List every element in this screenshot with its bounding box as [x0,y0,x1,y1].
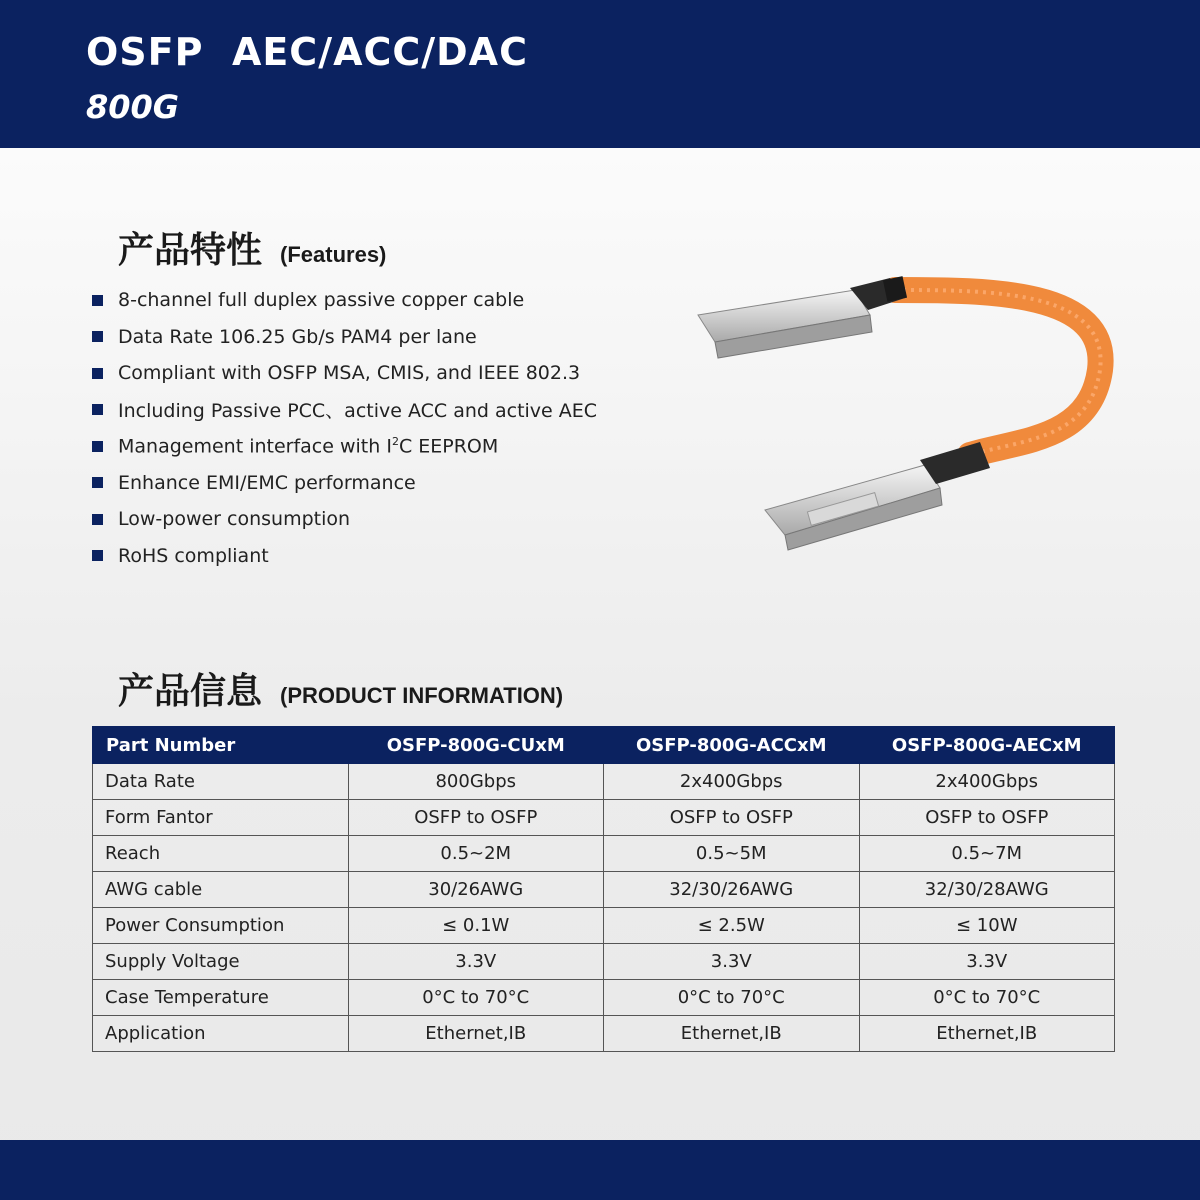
footer-banner [0,1140,1200,1200]
row-label: Data Rate [93,764,349,800]
table-cell: 800Gbps [348,764,604,800]
product-info-heading-cn: 产品信息 [118,671,263,712]
feature-text: Management interface with $I^2C$ EEPROM [118,435,499,458]
feature-item [92,392,597,429]
square-bullet-icon [92,550,103,561]
page-title: OSFP AEC/ACC/DAC [86,30,528,74]
table-row [93,836,1115,872]
table-cell: 32/30/28AWG [859,872,1115,908]
cable-product-image [690,270,1120,560]
table-cell: 2x400Gbps [604,764,860,800]
square-bullet-icon [92,295,103,306]
row-label: Application [93,1016,349,1052]
header-banner [0,0,1200,148]
features-heading-en: (Features) [280,242,387,267]
table-cell: ≤ 2.5W [604,908,860,944]
row-label: Supply Voltage [93,944,349,980]
table-row [93,908,1115,944]
table-cell: 3.3V [859,944,1115,980]
column-header: Part Number [93,727,349,764]
table-row [93,764,1115,800]
table-cell: Ethernet,IB [604,1016,860,1052]
top-connector [698,276,907,358]
feature-text: RoHS compliant [118,544,269,567]
column-header: OSFP-800G-AECxM [859,727,1115,764]
table-cell: 0°C to 70°C [348,980,604,1016]
features-heading [118,222,386,273]
table-cell: ≤ 10W [859,908,1115,944]
table-row [93,1016,1115,1052]
table-row [93,944,1115,980]
feature-item [92,355,597,392]
table-cell: OSFP to OSFP [604,800,860,836]
feature-item [92,428,597,465]
feature-text: Compliant with OSFP MSA, CMIS, and IEEE 802.3 [118,362,581,385]
square-bullet-icon [92,514,103,525]
feature-item [92,319,597,356]
row-label: Reach [93,836,349,872]
feature-item [92,282,597,319]
product-info-heading-en: (PRODUCT INFORMATION) [280,683,564,708]
row-label: AWG cable [93,872,349,908]
square-bullet-icon [92,404,103,415]
table-cell: 2x400Gbps [859,764,1115,800]
table-cell: 0.5~2M [348,836,604,872]
table-row [93,800,1115,836]
feature-text: 8-channel full duplex passive copper cable [118,289,525,312]
row-label: Power Consumption [93,908,349,944]
table-row [93,980,1115,1016]
table-cell: 32/30/26AWG [604,872,860,908]
table-cell: OSFP to OSFP [348,800,604,836]
row-label: Form Fantor [93,800,349,836]
table-header-row [93,727,1115,764]
feature-text: Data Rate 106.25 Gb/s PAM4 per lane [118,325,477,348]
page-subtitle: 800G [86,88,180,126]
table-cell: Ethernet,IB [348,1016,604,1052]
product-info-table [92,726,1115,1052]
table-cell: ≤ 0.1W [348,908,604,944]
table-cell: 0°C to 70°C [859,980,1115,1016]
column-header: OSFP-800G-CUxM [348,727,604,764]
feature-item [92,538,597,575]
table-cell: 3.3V [604,944,860,980]
feature-item [92,501,597,538]
table-cell: 0.5~7M [859,836,1115,872]
feature-text: Low-power consumption [118,508,351,531]
bottom-connector [765,442,990,550]
square-bullet-icon [92,441,103,452]
square-bullet-icon [92,368,103,379]
table-cell: 0°C to 70°C [604,980,860,1016]
table-cell: 30/26AWG [348,872,604,908]
feature-text: Enhance EMI/EMC performance [118,471,416,494]
table-cell: Ethernet,IB [859,1016,1115,1052]
product-info-heading [118,663,563,714]
feature-item [92,465,597,502]
square-bullet-icon [92,477,103,488]
table-cell: 3.3V [348,944,604,980]
column-header: OSFP-800G-ACCxM [604,727,860,764]
square-bullet-icon [92,331,103,342]
feature-text: Including Passive PCC、active ACC and active AEC [118,400,598,423]
features-heading-cn: 产品特性 [118,230,263,271]
table-cell: 0.5~5M [604,836,860,872]
row-label: Case Temperature [93,980,349,1016]
table-row [93,872,1115,908]
features-list [92,282,597,574]
table-cell: OSFP to OSFP [859,800,1115,836]
